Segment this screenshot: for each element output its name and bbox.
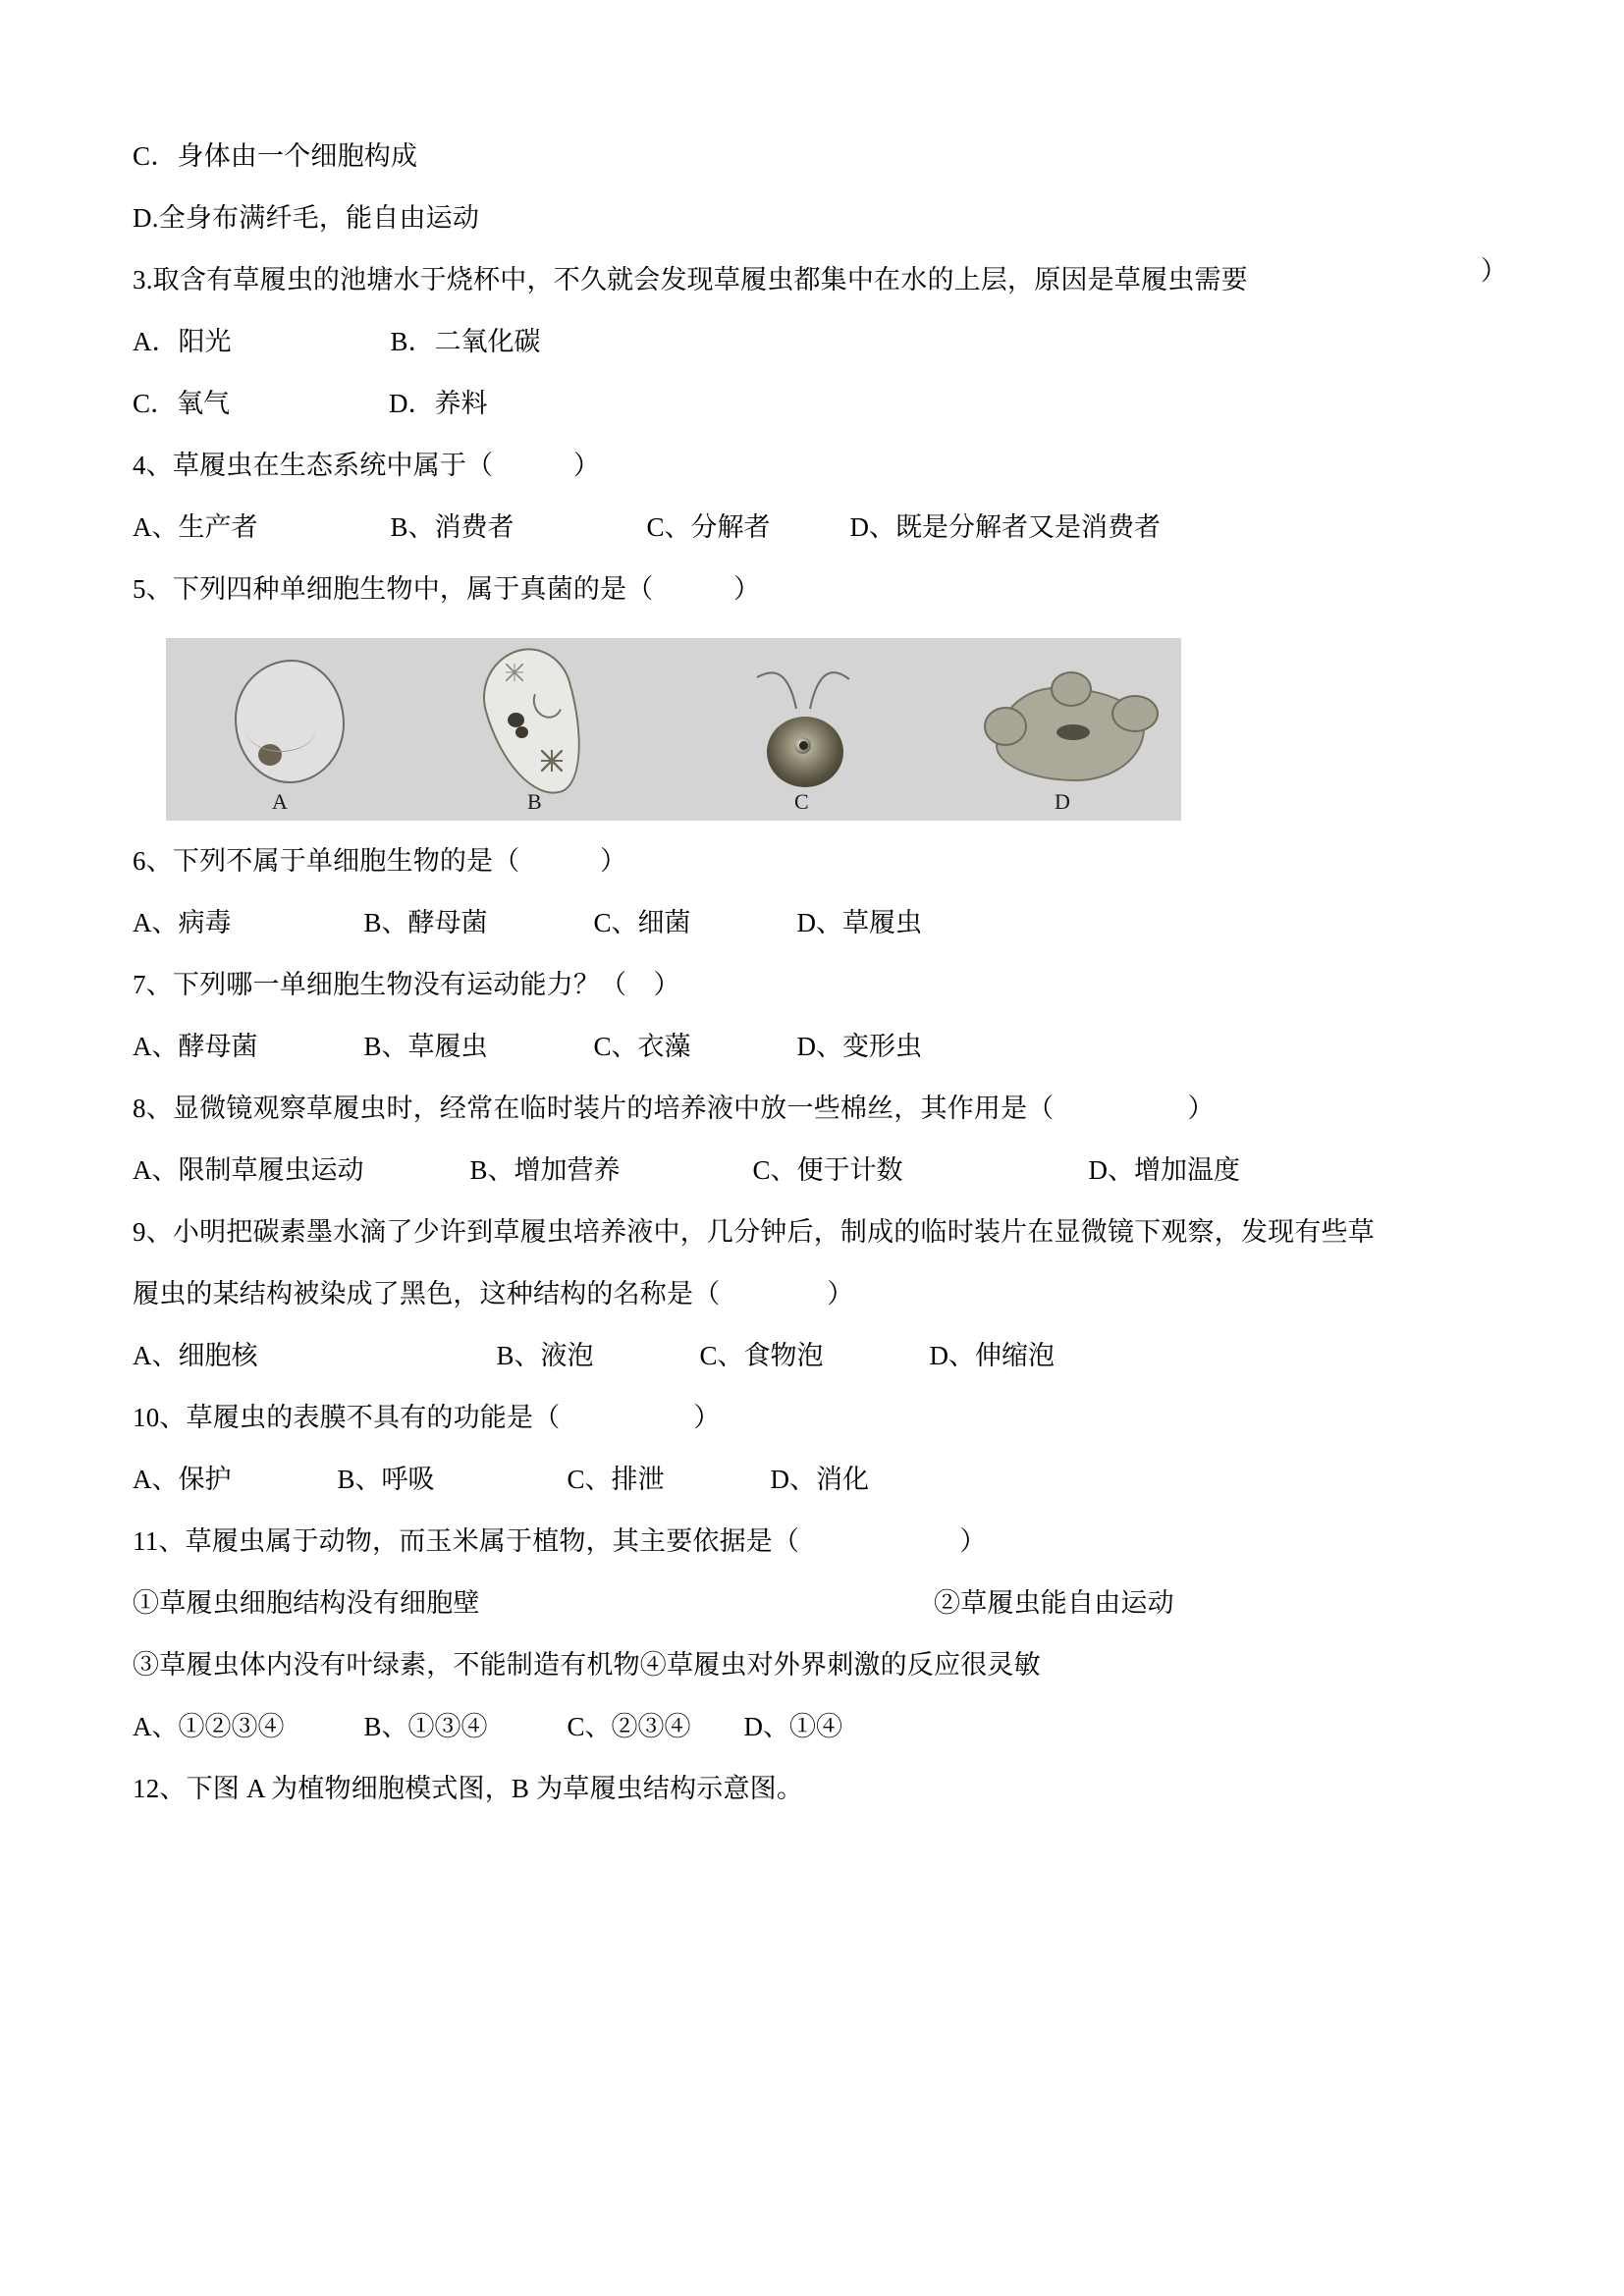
paramecium-contractile-vacuole-lower (541, 750, 563, 772)
option-line-d: D.全身布满纤毛，能自由运动 (133, 203, 480, 233)
question-7-stem: 7、下列哪一单细胞生物没有运动能力？（ ） (133, 970, 680, 999)
question-11-sub-items-3-4: ③草履虫体内没有叶绿素，不能制造有机物④草履虫对外界刺激的反应很灵敏 (133, 1650, 1041, 1680)
question-12-stem: 12、下图 A 为植物细胞模式图，B 为草履虫结构示意图。 (133, 1774, 804, 1803)
question-6-stem: 6、下列不属于单细胞生物的是（ ） (133, 846, 627, 876)
paramecium-food-vacuole-2 (515, 726, 528, 738)
paramecium-food-vacuole-1 (508, 713, 524, 727)
single-celled-organisms-figure (166, 638, 1181, 821)
question-6-options: A、病毒 B、酵母菌 C、细菌 D、草履虫 (133, 908, 923, 937)
worksheet-content (133, 126, 1507, 1820)
figure-label-c: C (794, 789, 809, 814)
question-8-options: A、限制草履虫运动 B、增加营养 C、便于计数 D、增加温度 (133, 1155, 1241, 1185)
question-7-options: A、酵母菌 B、草履虫 C、衣藻 D、变形虫 (133, 1032, 923, 1061)
question-3-options-row-2: C．氧气 D．养料 (133, 389, 488, 418)
amoeba-illustration (996, 687, 1143, 781)
figure-label-a: A (272, 789, 288, 814)
paramecium-illustration (490, 648, 580, 795)
question-3 (133, 249, 1507, 311)
question-9-options: A、细胞核 B、液泡 C、食物泡 D、伸缩泡 (133, 1341, 1056, 1370)
amoeba-pseudopod-right (1111, 695, 1159, 732)
question-3-options-row-1: A．阳光 B．二氧化碳 (133, 327, 541, 356)
question-3-stem: 3.取含有草履虫的池塘水于烧杯中，不久就会发现草履虫都集中在水的上层，原因是草履虫需要 (133, 265, 1248, 294)
yeast-cell-illustration (235, 660, 345, 783)
question-11-options: A、①②③④ B、①③④ C、②③④ D、①④ (133, 1712, 843, 1741)
chlamydomonas-illustration (745, 650, 863, 787)
question-5-stem: 5、下列四种单细胞生物中，属于真菌的是（ ） (133, 574, 761, 604)
paramecium-body (471, 638, 599, 806)
question-9-stem-line-1: 9、小明把碳素墨水滴了少许到草履虫培养液中，几分钟后，制成的临时装片在显微镜下观察，发现有些草 (133, 1217, 1375, 1247)
chlamydomonas-pyrenoid (799, 741, 808, 750)
figure-label-d: D (1055, 789, 1070, 814)
question-11-sub-items-1-2: ①草履虫细胞结构没有细胞壁 ②草履虫能自由运动 (133, 1588, 1174, 1618)
question-4-stem: 4、草履虫在生态系统中属于（ ） (133, 451, 601, 480)
question-5-figure-block (166, 638, 1507, 821)
question-3-close-paren: ） (1481, 256, 1507, 286)
question-11-stem: 11、草履虫属于动物，而玉米属于植物，其主要依据是（ ） (133, 1526, 987, 1556)
question-4-options: A、生产者 B、消费者 C、分解者 D、既是分解者又是消费者 (133, 512, 1162, 542)
figure-label-b: B (527, 789, 542, 814)
paramecium-contractile-vacuole-upper (506, 664, 523, 681)
amoeba-pseudopod-left (984, 707, 1027, 746)
amoeba-nucleus (1056, 724, 1090, 740)
option-line-c: C．身体由一个细胞构成 (133, 141, 418, 171)
question-10-stem: 10、草履虫的表膜不具有的功能是（ ） (133, 1403, 721, 1432)
question-10-options: A、保护 B、呼吸 C、排泄 D、消化 (133, 1465, 870, 1494)
question-8-stem: 8、显微镜观察草履虫时，经常在临时装片的培养液中放一些棉丝，其作用是（ ） (133, 1094, 1215, 1123)
question-9-stem-line-2: 履虫的某结构被染成了黑色，这种结构的名称是（ ） (133, 1279, 854, 1308)
amoeba-pseudopod-top (1051, 671, 1092, 707)
